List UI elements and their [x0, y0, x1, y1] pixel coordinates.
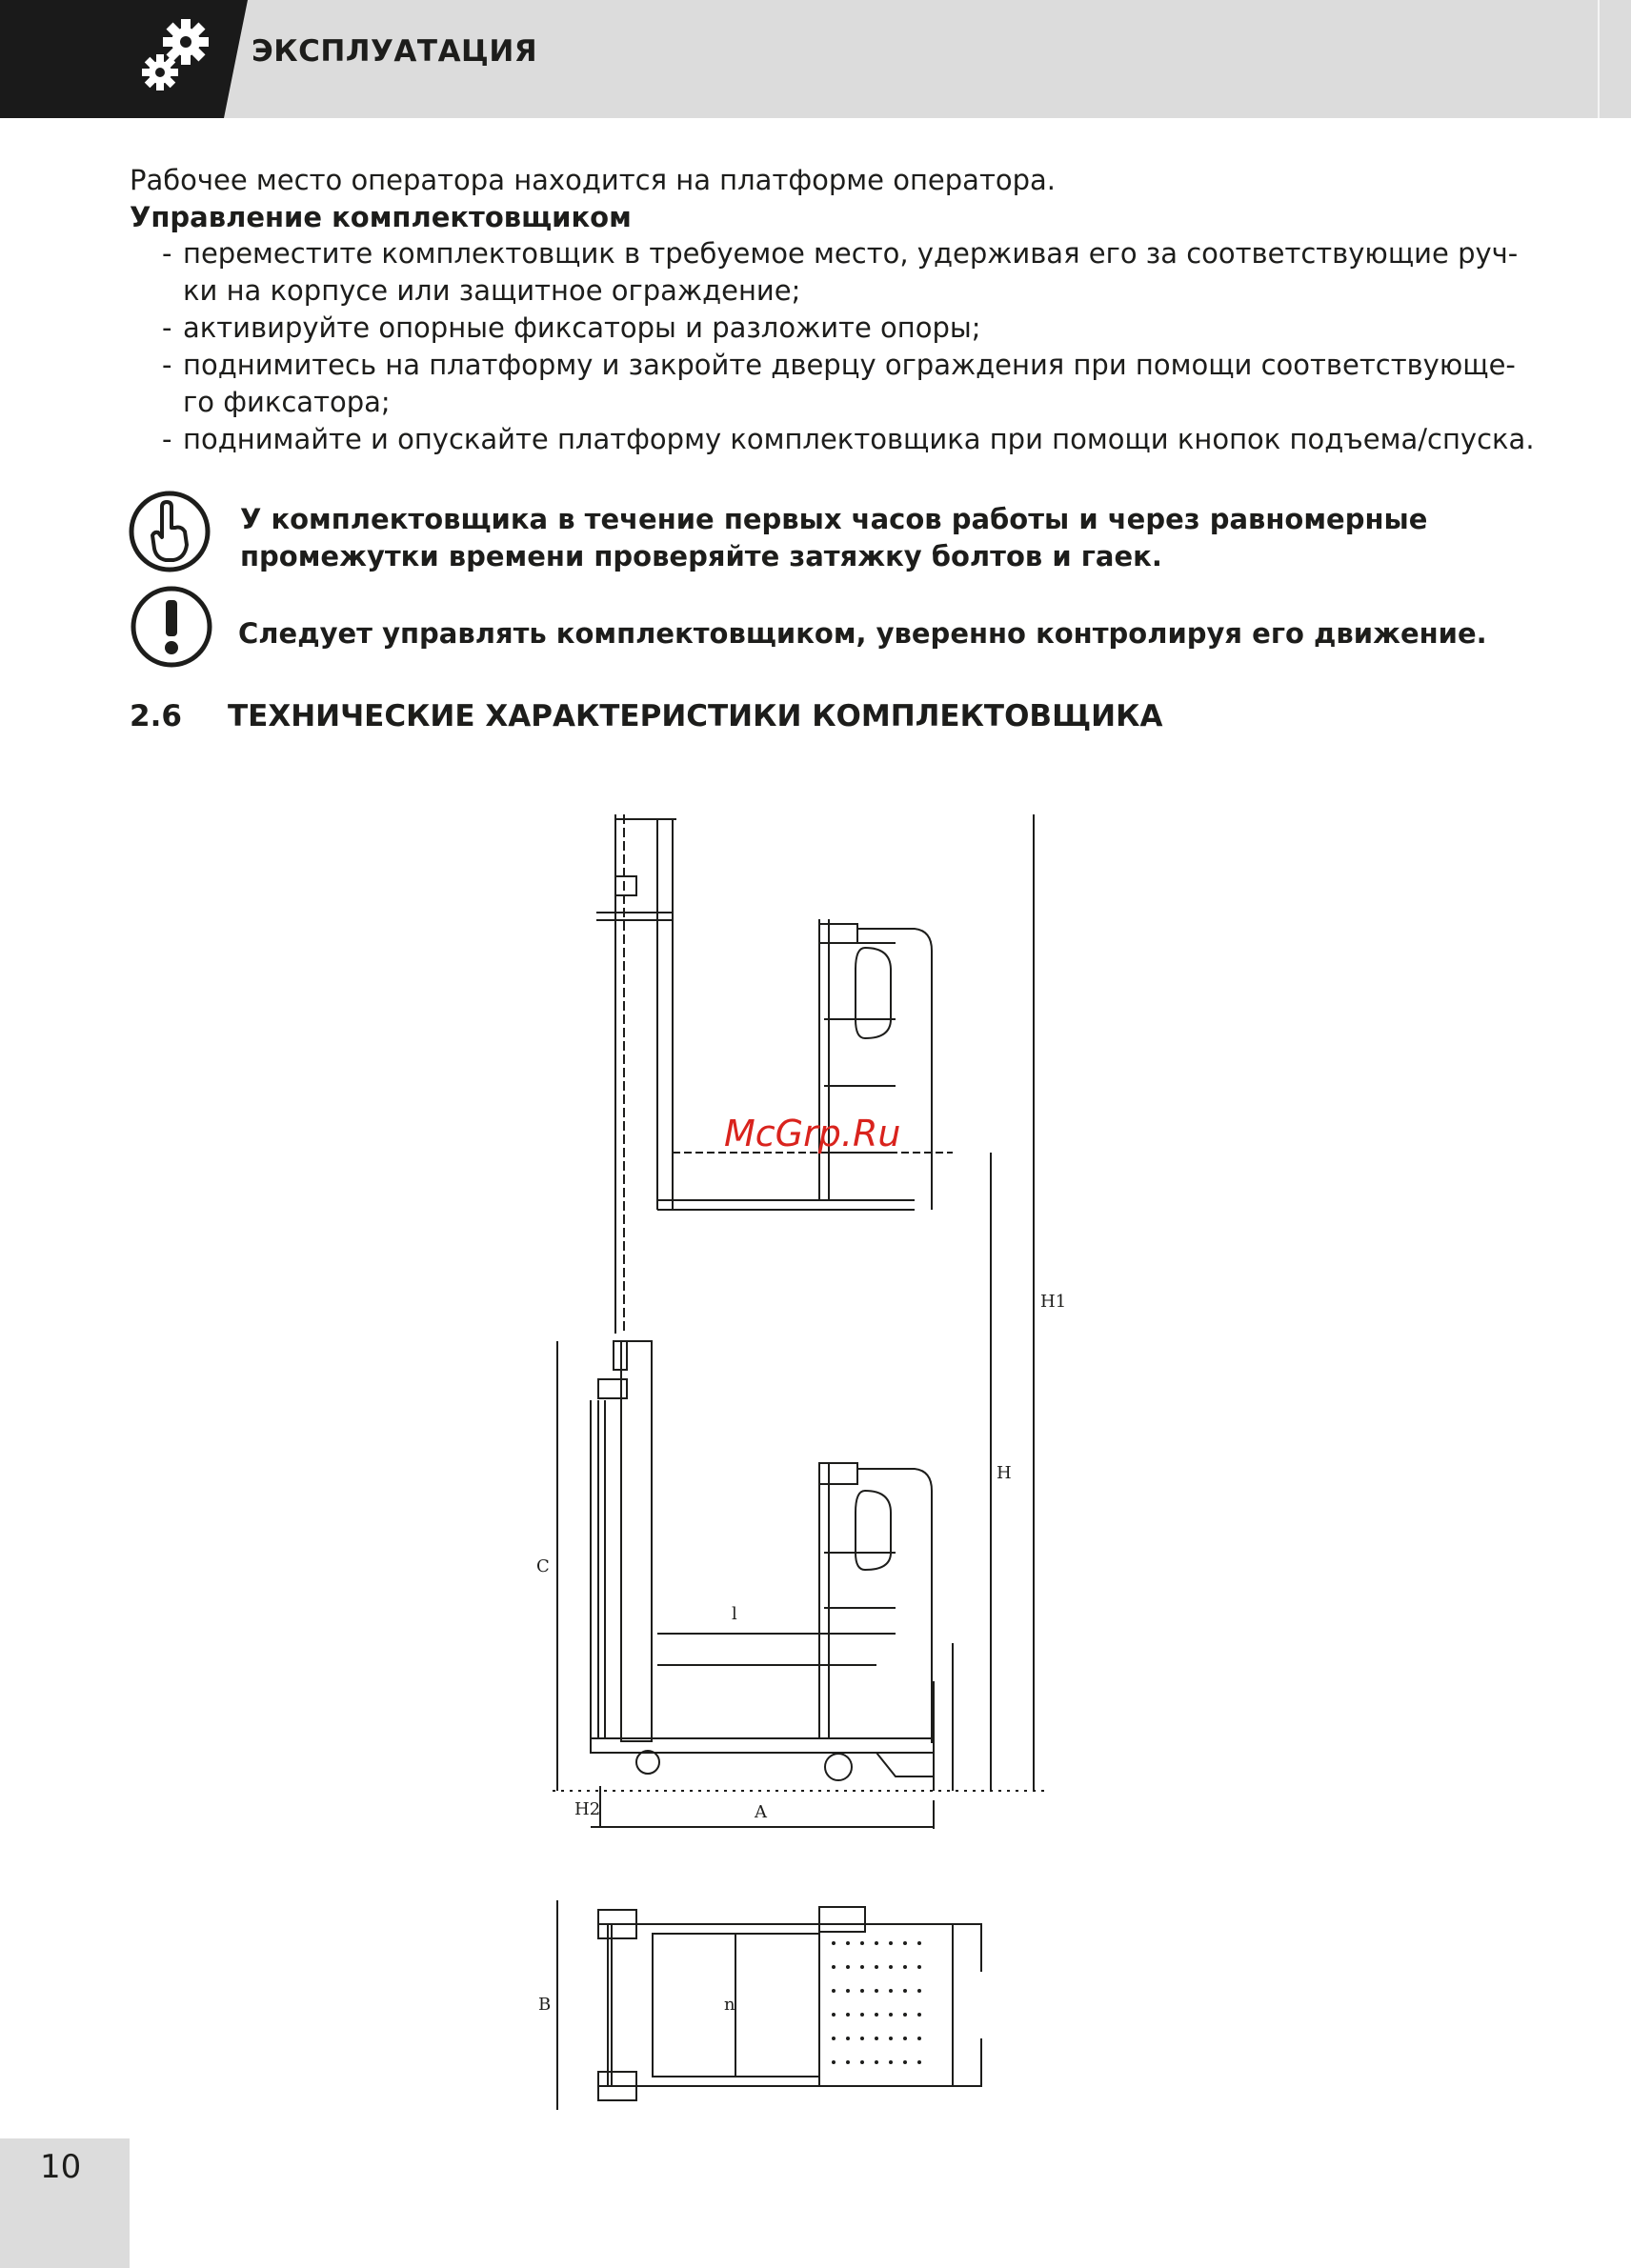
exclamation-icon: [128, 583, 215, 671]
watermark: McGrp.Ru: [724, 1113, 901, 1154]
page-header: [0, 0, 1631, 118]
intro-text: Рабочее место оператора находится на платформе оператора.: [130, 164, 1056, 196]
top-view: [557, 1900, 981, 2110]
order-picker-drawing: [534, 800, 1067, 2134]
label-a: A: [755, 1802, 767, 1822]
list-dash: -: [162, 311, 172, 344]
list-dash: -: [162, 349, 172, 381]
gears-icon: [133, 13, 219, 99]
hand-pointer-icon: [126, 488, 213, 575]
note-text: Следует управлять комплектовщиком, уверенно контролируя его движение.: [238, 617, 1487, 650]
note-text: У комплектовщика в течение первых часов работы и через равномерные: [240, 503, 1428, 535]
label-b: B: [538, 1995, 552, 2015]
page-number: 10: [40, 2148, 82, 2186]
list-item: переместите комплектовщик в требуемое место, удерживая его за соответствующие руч-: [183, 237, 1519, 270]
list-item: поднимайте и опускайте платформу комплектовщика при помощи кнопок подъема/спуска.: [183, 423, 1535, 455]
header-divider: [1598, 0, 1600, 118]
section-number: 2.6: [130, 699, 182, 733]
list-item: ки на корпусе или защитное ограждение;: [183, 274, 801, 307]
platform-lowered: [591, 1462, 934, 1780]
list-item: го фиксатора;: [183, 386, 391, 418]
section-title: ТЕХНИЧЕСКИЕ ХАРАКТЕРИСТИКИ КОМПЛЕКТОВЩИКА: [228, 699, 1163, 733]
note-text: промежутки времени проверяйте затяжку болтов и гаек.: [240, 540, 1162, 572]
label-l: l: [732, 1604, 737, 1624]
list-item: активируйте опорные фиксаторы и разложите опоры;: [183, 311, 981, 344]
mast-base: [591, 1341, 652, 1741]
list-item: поднимитесь на платформу и закройте дверцу ограждения при помощи соответствующе-: [183, 349, 1516, 381]
label-h: H: [997, 1463, 1012, 1483]
label-h1: H1: [1040, 1292, 1067, 1312]
list-dash: -: [162, 237, 172, 270]
list-dash: -: [162, 423, 172, 455]
header-title: ЭКСПЛУАТАЦИЯ: [252, 34, 538, 69]
label-h2: H2: [574, 1799, 601, 1819]
control-heading: Управление комплектовщиком: [130, 201, 632, 233]
platform-raised: [657, 919, 953, 1210]
mast-extended: [596, 814, 676, 1334]
dimension-lines: [553, 814, 1048, 1829]
label-n: n: [724, 1995, 735, 2015]
label-c: C: [536, 1556, 550, 1576]
